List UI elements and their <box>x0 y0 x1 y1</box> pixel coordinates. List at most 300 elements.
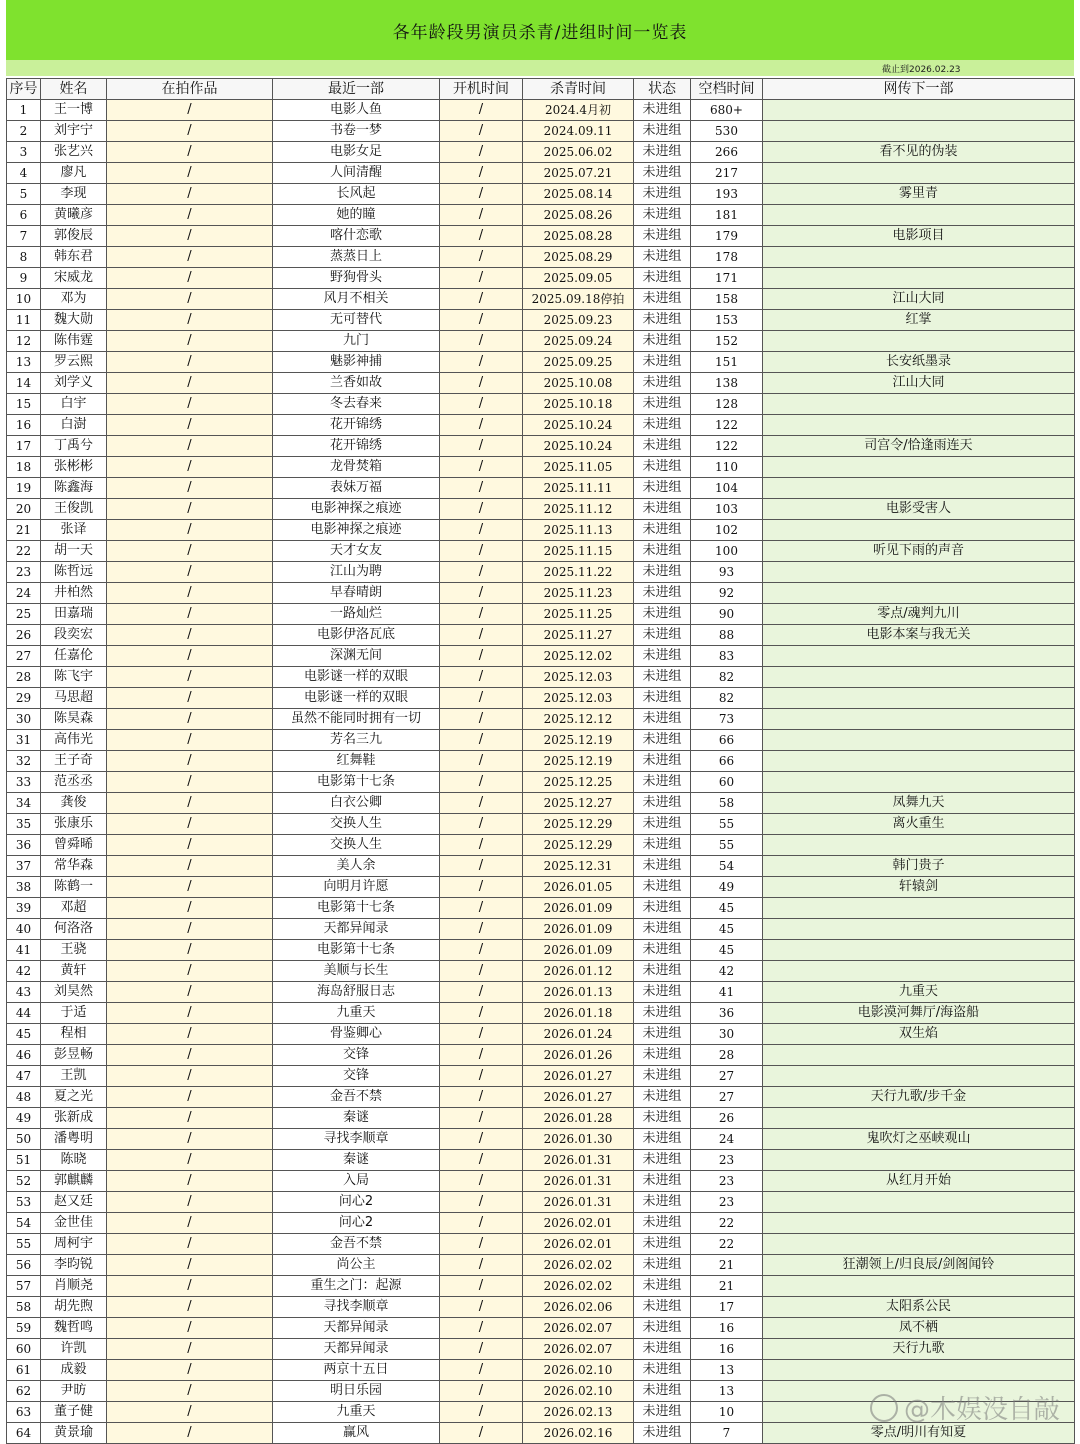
actor-name-cell: 胡一天 <box>41 541 107 562</box>
next-project-cell: 太阳系公民 <box>763 1297 1075 1318</box>
status-cell: 未进组 <box>634 100 691 121</box>
wrap-time-cell: 2025.12.27 <box>523 793 634 814</box>
table-row <box>7 898 1075 919</box>
wrap-time-cell: 2025.11.13 <box>523 520 634 541</box>
wrap-time-cell: 2026.01.09 <box>523 898 634 919</box>
gap-time-cell: 45 <box>691 898 763 919</box>
table-row <box>7 940 1075 961</box>
latest-work-cell: 兰香如故 <box>273 373 440 394</box>
table-row <box>7 877 1075 898</box>
next-project-cell <box>763 1150 1075 1171</box>
start-time-cell: / <box>440 121 523 142</box>
row-index-cell: 33 <box>7 772 41 793</box>
current-work-cell: / <box>107 541 273 562</box>
start-time-cell: / <box>440 457 523 478</box>
gap-time-cell: 66 <box>691 751 763 772</box>
header-latest-work: 最近一部 <box>273 79 440 100</box>
gap-time-cell: 88 <box>691 625 763 646</box>
row-index-cell: 54 <box>7 1213 41 1234</box>
start-time-cell: / <box>440 1234 523 1255</box>
start-time-cell: / <box>440 1150 523 1171</box>
latest-work-cell: 骨鉴卿心 <box>273 1024 440 1045</box>
wrap-time-cell: 2025.08.28 <box>523 226 634 247</box>
latest-work-cell: 向明月许愿 <box>273 877 440 898</box>
current-work-cell: / <box>107 1381 273 1402</box>
wrap-time-cell: 2025.09.24 <box>523 331 634 352</box>
table-row <box>7 1108 1075 1129</box>
next-project-cell <box>763 394 1075 415</box>
status-cell: 未进组 <box>634 541 691 562</box>
current-work-cell: / <box>107 436 273 457</box>
next-project-cell <box>763 1213 1075 1234</box>
row-index-cell: 3 <box>7 142 41 163</box>
row-index-cell: 5 <box>7 184 41 205</box>
current-work-cell: / <box>107 1066 273 1087</box>
current-work-cell: / <box>107 163 273 184</box>
row-index-cell: 60 <box>7 1339 41 1360</box>
current-work-cell: / <box>107 1339 273 1360</box>
next-project-cell <box>763 457 1075 478</box>
row-index-cell: 26 <box>7 625 41 646</box>
row-index-cell: 62 <box>7 1381 41 1402</box>
actor-name-cell: 董子健 <box>41 1402 107 1423</box>
actor-name-cell: 尹昉 <box>41 1381 107 1402</box>
status-cell: 未进组 <box>634 1192 691 1213</box>
row-index-cell: 14 <box>7 373 41 394</box>
latest-work-cell: 蒸蒸日上 <box>273 247 440 268</box>
next-project-cell <box>763 121 1075 142</box>
start-time-cell: / <box>440 898 523 919</box>
status-cell: 未进组 <box>634 1234 691 1255</box>
actor-name-cell: 李昀锐 <box>41 1255 107 1276</box>
wrap-time-cell: 2026.02.02 <box>523 1255 634 1276</box>
gap-time-cell: 13 <box>691 1360 763 1381</box>
wrap-time-cell: 2025.12.19 <box>523 730 634 751</box>
gap-time-cell: 54 <box>691 856 763 877</box>
start-time-cell: / <box>440 1360 523 1381</box>
row-index-cell: 44 <box>7 1003 41 1024</box>
header-gap-time: 空档时间 <box>691 79 763 100</box>
status-cell: 未进组 <box>634 1339 691 1360</box>
row-index-cell: 37 <box>7 856 41 877</box>
row-index-cell: 32 <box>7 751 41 772</box>
current-work-cell: / <box>107 1318 273 1339</box>
start-time-cell: / <box>440 520 523 541</box>
actor-name-cell: 王俊凯 <box>41 499 107 520</box>
table-row <box>7 835 1075 856</box>
wrap-time-cell: 2025.09.25 <box>523 352 634 373</box>
wrap-time-cell: 2025.12.03 <box>523 688 634 709</box>
table-row <box>7 646 1075 667</box>
status-cell: 未进组 <box>634 394 691 415</box>
start-time-cell: / <box>440 1255 523 1276</box>
header-status: 状态 <box>634 79 691 100</box>
next-project-cell: 零点/魂判九川 <box>763 604 1075 625</box>
next-project-cell <box>763 1402 1075 1423</box>
wrap-time-cell: 2025.12.02 <box>523 646 634 667</box>
status-cell: 未进组 <box>634 373 691 394</box>
row-index-cell: 59 <box>7 1318 41 1339</box>
current-work-cell: / <box>107 1423 273 1444</box>
gap-time-cell: 103 <box>691 499 763 520</box>
latest-work-cell: 无可替代 <box>273 310 440 331</box>
actor-name-cell: 郭俊辰 <box>41 226 107 247</box>
latest-work-cell: 电影谜一样的双眼 <box>273 667 440 688</box>
table-row <box>7 163 1075 184</box>
current-work-cell: / <box>107 1402 273 1423</box>
status-cell: 未进组 <box>634 898 691 919</box>
wrap-time-cell: 2025.10.08 <box>523 373 634 394</box>
wrap-time-cell: 2025.12.19 <box>523 751 634 772</box>
status-cell: 未进组 <box>634 289 691 310</box>
gap-time-cell: 102 <box>691 520 763 541</box>
next-project-cell <box>763 1192 1075 1213</box>
start-time-cell: / <box>440 1066 523 1087</box>
deadline-text: 截止到2026.02.23 <box>882 65 961 75</box>
wrap-time-cell: 2026.01.12 <box>523 961 634 982</box>
table-row <box>7 961 1075 982</box>
status-cell: 未进组 <box>634 142 691 163</box>
actor-name-cell: 夏之光 <box>41 1087 107 1108</box>
actor-name-cell: 张艺兴 <box>41 142 107 163</box>
table-row <box>7 562 1075 583</box>
start-time-cell: / <box>440 1108 523 1129</box>
actor-name-cell: 井柏然 <box>41 583 107 604</box>
row-index-cell: 55 <box>7 1234 41 1255</box>
status-cell: 未进组 <box>634 793 691 814</box>
gap-time-cell: 266 <box>691 142 763 163</box>
current-work-cell: / <box>107 667 273 688</box>
wrap-time-cell: 2026.01.05 <box>523 877 634 898</box>
gap-time-cell: 23 <box>691 1150 763 1171</box>
row-index-cell: 13 <box>7 352 41 373</box>
row-index-cell: 53 <box>7 1192 41 1213</box>
start-time-cell: / <box>440 289 523 310</box>
latest-work-cell: 魅影神捕 <box>273 352 440 373</box>
row-index-cell: 20 <box>7 499 41 520</box>
actor-name-cell: 刘宇宁 <box>41 121 107 142</box>
wrap-time-cell: 2025.11.15 <box>523 541 634 562</box>
gap-time-cell: 104 <box>691 478 763 499</box>
actor-name-cell: 范丞丞 <box>41 772 107 793</box>
wrap-time-cell: 2026.02.01 <box>523 1213 634 1234</box>
actor-name-cell: 彭昱畅 <box>41 1045 107 1066</box>
actor-name-cell: 程相 <box>41 1024 107 1045</box>
status-cell: 未进组 <box>634 520 691 541</box>
table-row <box>7 310 1075 331</box>
next-project-cell: 红掌 <box>763 310 1075 331</box>
start-time-cell: / <box>440 1045 523 1066</box>
start-time-cell: / <box>440 667 523 688</box>
current-work-cell: / <box>107 877 273 898</box>
actor-name-cell: 廖凡 <box>41 163 107 184</box>
actor-name-cell: 张新成 <box>41 1108 107 1129</box>
wrap-time-cell: 2025.09.23 <box>523 310 634 331</box>
row-index-cell: 7 <box>7 226 41 247</box>
start-time-cell: / <box>440 1171 523 1192</box>
current-work-cell: / <box>107 793 273 814</box>
gap-time-cell: 122 <box>691 415 763 436</box>
actor-name-cell: 丁禹兮 <box>41 436 107 457</box>
row-index-cell: 56 <box>7 1255 41 1276</box>
start-time-cell: / <box>440 982 523 1003</box>
gap-time-cell: 10 <box>691 1402 763 1423</box>
actor-name-cell: 李现 <box>41 184 107 205</box>
row-index-cell: 2 <box>7 121 41 142</box>
actor-name-cell: 宋威龙 <box>41 268 107 289</box>
status-cell: 未进组 <box>634 1024 691 1045</box>
next-project-cell: 零点/明川有知夏 <box>763 1423 1075 1444</box>
wrap-time-cell: 2026.01.26 <box>523 1045 634 1066</box>
wrap-time-cell: 2026.02.02 <box>523 1276 634 1297</box>
wrap-time-cell: 2025.11.22 <box>523 562 634 583</box>
latest-work-cell: 天都异闻录 <box>273 919 440 940</box>
start-time-cell: / <box>440 226 523 247</box>
gap-time-cell: 22 <box>691 1213 763 1234</box>
next-project-cell <box>763 1234 1075 1255</box>
table-row <box>7 1171 1075 1192</box>
status-cell: 未进组 <box>634 772 691 793</box>
current-work-cell: / <box>107 121 273 142</box>
actor-name-cell: 刘昊然 <box>41 982 107 1003</box>
wrap-time-cell: 2026.01.31 <box>523 1192 634 1213</box>
actor-name-cell: 王子奇 <box>41 751 107 772</box>
table-row <box>7 1003 1075 1024</box>
table-row <box>7 121 1075 142</box>
status-cell: 未进组 <box>634 604 691 625</box>
actor-name-cell: 陈鹤一 <box>41 877 107 898</box>
actor-name-cell: 龚俊 <box>41 793 107 814</box>
gap-time-cell: 128 <box>691 394 763 415</box>
row-index-cell: 39 <box>7 898 41 919</box>
gap-time-cell: 26 <box>691 1108 763 1129</box>
wrap-time-cell: 2025.10.18 <box>523 394 634 415</box>
row-index-cell: 25 <box>7 604 41 625</box>
latest-work-cell: 寻找李顺章 <box>273 1297 440 1318</box>
latest-work-cell: 早春晴朗 <box>273 583 440 604</box>
next-project-cell <box>763 772 1075 793</box>
gap-time-cell: 73 <box>691 709 763 730</box>
wrap-time-cell: 2026.01.30 <box>523 1129 634 1150</box>
latest-work-cell: 电影第十七条 <box>273 898 440 919</box>
table-row <box>7 1255 1075 1276</box>
current-work-cell: / <box>107 856 273 877</box>
actor-name-cell: 陈飞宇 <box>41 667 107 688</box>
latest-work-cell: 深渊无间 <box>273 646 440 667</box>
wrap-time-cell: 2026.02.07 <box>523 1318 634 1339</box>
row-index-cell: 58 <box>7 1297 41 1318</box>
table-row <box>7 1024 1075 1045</box>
next-project-cell: 双生焰 <box>763 1024 1075 1045</box>
header-index: 序号 <box>7 79 41 100</box>
table-row <box>7 1297 1075 1318</box>
table-row <box>7 226 1075 247</box>
current-work-cell: / <box>107 205 273 226</box>
header-name: 姓名 <box>41 79 107 100</box>
start-time-cell: / <box>440 394 523 415</box>
gap-time-cell: 16 <box>691 1339 763 1360</box>
table-row <box>7 583 1075 604</box>
start-time-cell: / <box>440 625 523 646</box>
table-row <box>7 751 1075 772</box>
latest-work-cell: 风月不相关 <box>273 289 440 310</box>
next-project-cell <box>763 415 1075 436</box>
table-row <box>7 184 1075 205</box>
latest-work-cell: 花开锦绣 <box>273 436 440 457</box>
start-time-cell: / <box>440 436 523 457</box>
latest-work-cell: 野狗骨头 <box>273 268 440 289</box>
status-cell: 未进组 <box>634 163 691 184</box>
wrap-time-cell: 2025.09.05 <box>523 268 634 289</box>
start-time-cell: / <box>440 247 523 268</box>
table-row <box>7 394 1075 415</box>
gap-time-cell: 24 <box>691 1129 763 1150</box>
row-index-cell: 48 <box>7 1087 41 1108</box>
actor-name-cell: 田嘉瑞 <box>41 604 107 625</box>
current-work-cell: / <box>107 688 273 709</box>
wrap-time-cell: 2025.12.12 <box>523 709 634 730</box>
next-project-cell <box>763 268 1075 289</box>
gap-time-cell: 82 <box>691 667 763 688</box>
current-work-cell: / <box>107 709 273 730</box>
latest-work-cell: 问心2 <box>273 1213 440 1234</box>
start-time-cell: / <box>440 1129 523 1150</box>
table-row <box>7 1192 1075 1213</box>
table-row <box>7 205 1075 226</box>
gap-time-cell: 179 <box>691 226 763 247</box>
wrap-time-cell: 2025.11.05 <box>523 457 634 478</box>
latest-work-cell: 交换人生 <box>273 814 440 835</box>
current-work-cell: / <box>107 814 273 835</box>
status-cell: 未进组 <box>634 1003 691 1024</box>
row-index-cell: 34 <box>7 793 41 814</box>
current-work-cell: / <box>107 478 273 499</box>
next-project-cell <box>763 1276 1075 1297</box>
next-project-cell: 天行九歌 <box>763 1339 1075 1360</box>
row-index-cell: 1 <box>7 100 41 121</box>
next-project-cell: 轩辕剑 <box>763 877 1075 898</box>
status-cell: 未进组 <box>634 121 691 142</box>
title-bar <box>6 0 1074 61</box>
gap-time-cell: 27 <box>691 1066 763 1087</box>
current-work-cell: / <box>107 625 273 646</box>
actor-name-cell: 陈昊森 <box>41 709 107 730</box>
status-cell: 未进组 <box>634 877 691 898</box>
current-work-cell: / <box>107 394 273 415</box>
start-time-cell: / <box>440 856 523 877</box>
latest-work-cell: 尚公主 <box>273 1255 440 1276</box>
next-project-cell <box>763 835 1075 856</box>
next-project-cell <box>763 751 1075 772</box>
status-cell: 未进组 <box>634 1108 691 1129</box>
actor-name-cell: 许凯 <box>41 1339 107 1360</box>
start-time-cell: / <box>440 877 523 898</box>
row-index-cell: 21 <box>7 520 41 541</box>
start-time-cell: / <box>440 415 523 436</box>
status-cell: 未进组 <box>634 310 691 331</box>
actor-name-cell: 赵又廷 <box>41 1192 107 1213</box>
deadline-bar <box>6 60 1074 76</box>
latest-work-cell: 龙骨焚箱 <box>273 457 440 478</box>
wrap-time-cell: 2025.12.31 <box>523 856 634 877</box>
start-time-cell: / <box>440 1192 523 1213</box>
table-row <box>7 919 1075 940</box>
table-row <box>7 625 1075 646</box>
row-index-cell: 45 <box>7 1024 41 1045</box>
actor-name-cell: 张康乐 <box>41 814 107 835</box>
next-project-cell <box>763 1066 1075 1087</box>
status-cell: 未进组 <box>634 814 691 835</box>
latest-work-cell: 美人余 <box>273 856 440 877</box>
current-work-cell: / <box>107 184 273 205</box>
wrap-time-cell: 2025.09.18停拍 <box>523 289 634 310</box>
latest-work-cell: 电影伊洛瓦底 <box>273 625 440 646</box>
actor-name-cell: 任嘉伦 <box>41 646 107 667</box>
gap-time-cell: 100 <box>691 541 763 562</box>
current-work-cell: / <box>107 1129 273 1150</box>
latest-work-cell: 交锋 <box>273 1045 440 1066</box>
next-project-cell: 狂潮领上/归良辰/剑阁闻铃 <box>763 1255 1075 1276</box>
row-index-cell: 12 <box>7 331 41 352</box>
gap-time-cell: 60 <box>691 772 763 793</box>
row-index-cell: 61 <box>7 1360 41 1381</box>
watermark-text: @木娱没自敲 <box>903 1395 1060 1425</box>
start-time-cell: / <box>440 1402 523 1423</box>
row-index-cell: 18 <box>7 457 41 478</box>
actor-name-cell: 马思超 <box>41 688 107 709</box>
current-work-cell: / <box>107 646 273 667</box>
latest-work-cell: 她的瞳 <box>273 205 440 226</box>
start-time-cell: / <box>440 751 523 772</box>
next-project-cell: 江山大同 <box>763 373 1075 394</box>
start-time-cell: / <box>440 499 523 520</box>
actor-name-cell: 王骁 <box>41 940 107 961</box>
table-row <box>7 373 1075 394</box>
gap-time-cell: 28 <box>691 1045 763 1066</box>
status-cell: 未进组 <box>634 1318 691 1339</box>
status-cell: 未进组 <box>634 1297 691 1318</box>
next-project-cell: 雾里青 <box>763 184 1075 205</box>
current-work-cell: / <box>107 1024 273 1045</box>
current-work-cell: / <box>107 499 273 520</box>
current-work-cell: / <box>107 100 273 121</box>
current-work-cell: / <box>107 247 273 268</box>
start-time-cell: / <box>440 604 523 625</box>
start-time-cell: / <box>440 646 523 667</box>
next-project-cell <box>763 919 1075 940</box>
table-row <box>7 772 1075 793</box>
status-cell: 未进组 <box>634 1066 691 1087</box>
start-time-cell: / <box>440 1213 523 1234</box>
gap-time-cell: 178 <box>691 247 763 268</box>
actor-name-cell: 段奕宏 <box>41 625 107 646</box>
latest-work-cell: 表妹万福 <box>273 478 440 499</box>
wrap-time-cell: 2026.01.28 <box>523 1108 634 1129</box>
status-cell: 未进组 <box>634 562 691 583</box>
gap-time-cell: 49 <box>691 877 763 898</box>
next-project-cell: 凤舞九天 <box>763 793 1075 814</box>
row-index-cell: 52 <box>7 1171 41 1192</box>
row-index-cell: 9 <box>7 268 41 289</box>
current-work-cell: / <box>107 1297 273 1318</box>
table-row <box>7 1381 1075 1402</box>
current-work-cell: / <box>107 310 273 331</box>
start-time-cell: / <box>440 205 523 226</box>
status-cell: 未进组 <box>634 457 691 478</box>
row-index-cell: 41 <box>7 940 41 961</box>
row-index-cell: 27 <box>7 646 41 667</box>
table-row <box>7 814 1075 835</box>
